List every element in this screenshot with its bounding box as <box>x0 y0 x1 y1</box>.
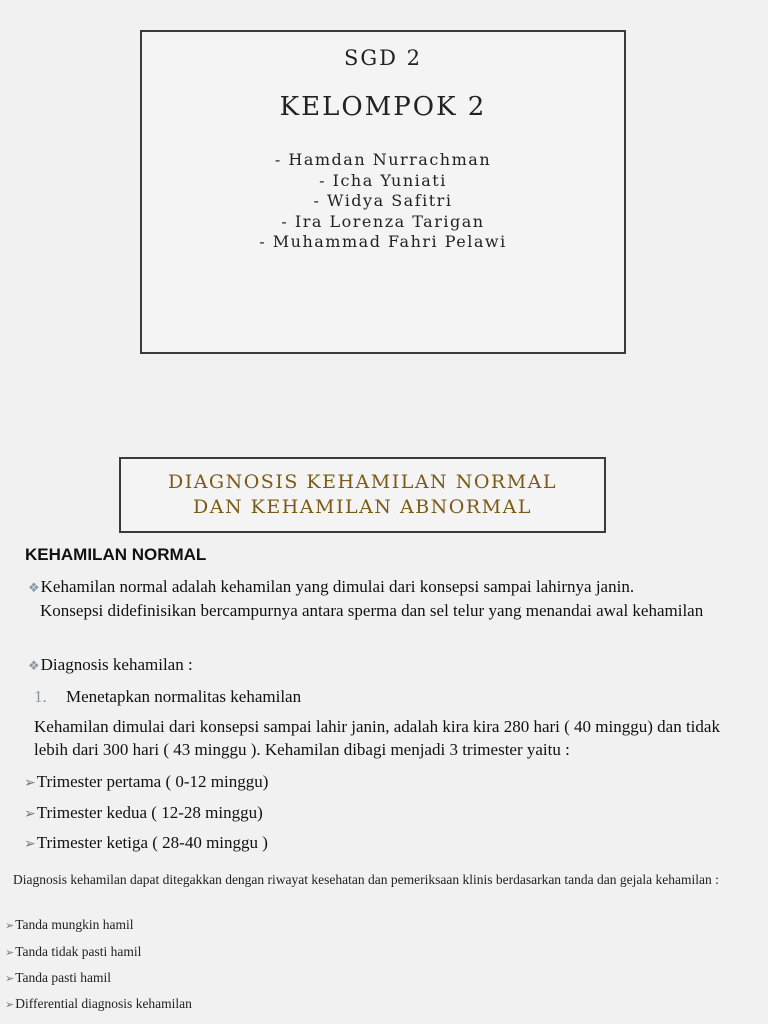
trimester-text: Trimester pertama ( 0-12 minggu) <box>36 772 269 791</box>
trimester-text: Trimester kedua ( 12-28 minggu) <box>36 803 263 822</box>
sign-item <box>5 915 134 936</box>
sign-text: Tanda tidak pasti hamil <box>15 944 142 959</box>
group-name: KELOMPOK 2 <box>279 92 487 122</box>
list-number: 1. <box>34 687 47 706</box>
trimester-text: Trimester ketiga ( 28-40 minggu ) <box>36 833 268 852</box>
diamond-bullet-icon: ❖ <box>28 580 40 595</box>
body-paragraph: Kehamilan dimulai dari konsepsi sampai lahir janin, adalah kira kira 280 hari ( 40 minggu) dan tidak lebih dari 300 hari ( 43 minggu ). Kehamilan dibagi menjadi 3 trimester yaitu : <box>34 717 720 759</box>
arrowhead-bullet-icon: ➢ <box>5 999 15 1011</box>
title-slide <box>140 30 626 354</box>
arrowhead-bullet-icon: ➢ <box>5 947 15 959</box>
definition-first-line: Kehamilan normal adalah kehamilan yang dimulai dari konsepsi sampai lahirnya janin. <box>40 577 635 596</box>
sign-text: Differential diagnosis kehamilan <box>15 996 192 1011</box>
arrowhead-bullet-icon: ➢ <box>5 920 15 932</box>
sign-text: Tanda pasti hamil <box>15 970 111 985</box>
member-item: - Icha Yuniati <box>319 170 447 190</box>
definition-continuation: Konsepsi didefinisikan bercampurnya antara sperma dan sel telur yang menandai awal kehamilan <box>40 600 704 620</box>
section-title-box <box>119 457 606 533</box>
sign-text: Tanda mungkin hamil <box>15 917 134 932</box>
member-item: - Hamdan Nurrachman <box>274 150 492 169</box>
definition-paragraph <box>28 576 748 622</box>
section-heading: KEHAMILAN NORMAL <box>25 545 207 564</box>
arrowhead-bullet-icon: ➢ <box>24 807 36 822</box>
diagnosis-label: Diagnosis kehamilan : <box>40 655 193 674</box>
section-title-line-1: DIAGNOSIS KEHAMILAN NORMAL <box>167 471 558 493</box>
trimester-item <box>24 832 268 857</box>
arrowhead-bullet-icon: ➢ <box>24 776 36 791</box>
arrowhead-bullet-icon: ➢ <box>5 973 15 985</box>
slide-title: SGD 2 <box>343 46 423 70</box>
arrowhead-bullet-icon: ➢ <box>24 837 36 852</box>
numbered-item-text: Menetapkan normalitas kehamilan <box>66 687 302 706</box>
sign-item <box>5 994 192 1015</box>
trimester-item <box>24 771 268 796</box>
diagnosis-intro: Diagnosis kehamilan dapat ditegakkan dengan riwayat kesehatan dan pemeriksaan klinis berdasarkan tanda dan gejala kehamilan : <box>13 872 719 887</box>
diamond-bullet-icon: ❖ <box>28 658 40 673</box>
trimester-item <box>24 802 263 827</box>
numbered-item <box>34 686 301 709</box>
member-list <box>142 150 624 253</box>
member-item: - Widya Safitri <box>313 191 453 210</box>
member-item: - Muhammad Fahri Pelawi <box>259 232 507 251</box>
section-title-line-2: DAN KEHAMILAN ABNORMAL <box>193 496 532 518</box>
diagnosis-label-item <box>28 654 193 678</box>
sign-item <box>5 942 141 963</box>
member-item: - Ira Lorenza Tarigan <box>281 211 485 231</box>
sign-item <box>5 968 111 989</box>
